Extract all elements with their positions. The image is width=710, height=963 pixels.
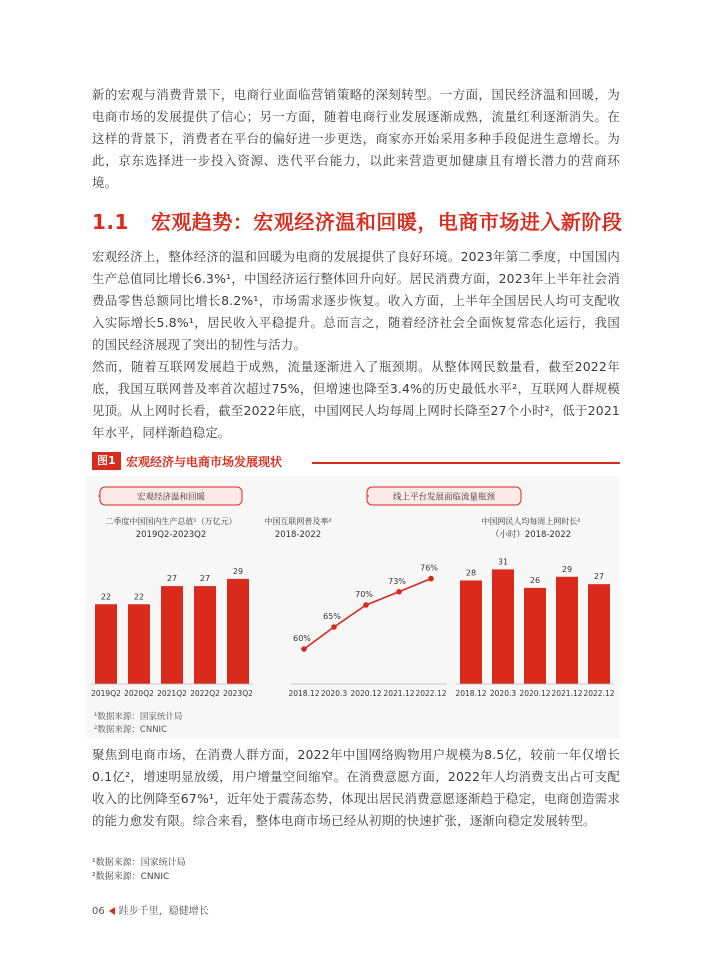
- chart-2-data-label: 76%: [420, 563, 438, 573]
- chart-1-data-label: 27: [199, 574, 211, 584]
- footnote-2: ²数据来源：CNNIC: [92, 872, 170, 882]
- chart-1-data-label: 22: [100, 592, 112, 602]
- traffic-paragraph: 然而，随着互联网发展趋于成熟，流量逐渐进入了瓶颈期。从整体网民数量看，截至2022年底，我国互联网普及率首次超过75%，但增速也降至3.4%的历史最低水平²，互联网人群规模见顶。从上网时长看，截至2022年底，中国网民人均每周上网时长降至27个小时²，低于2021年水平，同样渐趋稳定。: [92, 359, 620, 440]
- chart-2-point: [331, 624, 337, 630]
- figure-title: 宏观经济与电商市场发展现状: [126, 455, 283, 469]
- chart-3-data-label: 26: [529, 575, 541, 585]
- chart-1-title: 二季度中国国内生产总值¹（万亿元）: [105, 517, 237, 526]
- ecommerce-paragraph: 聚焦到电商市场，在消费人群方面，2022年中国网络购物用户规模为8.5亿，较前一年仅增长0.1亿²，增速明显放缓，用户增量空间缩窄。在消费意愿方面，2022年人均消费支出占可支配收入的比例降至67%¹，近年处于震荡态势，体现出居民消费意愿逐渐趋于稳定，电商创造需求的能力愈发有限。综合来看，整体电商市场已经从初期的快速扩张，逐渐向稳定发展转型。: [92, 747, 620, 828]
- chart-2-data-label: 65%: [323, 612, 341, 621]
- chart-1-bar: [128, 604, 150, 684]
- chart-2-data-label: 70%: [355, 590, 373, 599]
- chart-3-data-label: 31: [497, 557, 509, 567]
- chart-1-data-label: 22: [133, 592, 145, 602]
- chart-2-tick-label: 2018.12: [288, 689, 320, 698]
- chart-2-tick-label: 2020.12: [350, 689, 382, 698]
- chart-3-bar: [588, 584, 610, 684]
- chart-1-bar: [194, 586, 216, 684]
- figure-source-2: ²数据来源：CNNIC: [94, 725, 168, 735]
- chart-1-data-label: 29: [232, 566, 244, 576]
- chart-2-tick-label: 2020.3: [320, 689, 348, 698]
- chart-1-subtitle: 2019Q2-2023Q2: [135, 530, 207, 540]
- figure-source-1: ¹数据来源：国家统计局: [94, 712, 183, 722]
- chart-3-tick-label: 2018.12: [455, 689, 487, 698]
- chart-3-bar: [556, 577, 578, 684]
- chart-3-bar: [460, 580, 482, 684]
- footnotes: [92, 856, 186, 884]
- chart-3-data-label: 27: [593, 572, 605, 582]
- chart-1-data-label: 27: [166, 574, 178, 584]
- chart-1-bar: [227, 579, 249, 684]
- chart-1-bar: [95, 604, 117, 684]
- group-label-right-text: 线上平台发展面临流量瓶颈: [392, 492, 496, 503]
- figure-header: [92, 452, 620, 472]
- chart-2-subtitle: 2018-2022: [274, 530, 322, 540]
- chart-3-tick-label: 2021.12: [551, 689, 583, 698]
- chart-3-tick-label: 2020.3: [489, 689, 517, 698]
- group-label-left-text: 宏观经济温和回暖: [136, 492, 206, 503]
- section-title: 宏观趋势：宏观经济温和回暖，电商市场进入新阶段: [150, 210, 623, 234]
- figure-badge: 图1: [92, 452, 121, 470]
- chart-3-bar: [492, 569, 514, 684]
- footnote-1: ¹数据来源：国家统计局: [92, 858, 186, 868]
- page-number: 06: [92, 906, 105, 917]
- chart-1-tick-label: 2021Q2: [157, 689, 187, 698]
- chart-3-bar: [524, 588, 546, 684]
- chart-3-title: 中国网民人均每周上网时长²: [481, 517, 581, 526]
- intro-paragraph: 新的宏观与消费背景下，电商行业面临营销策略的深刻转型。一方面，国民经济温和回暖，为电商市场的发展提供了信心；另一方面，随着电商行业发展逐渐成熟，流量红利逐渐消失。在这样的背景下，消费者在平台的偏好进一步更迭，商家亦开始采用多种手段促进生意增长。为此，京东选择进一步投入资源、迭代平台能力，以此来营造更加健康且有增长潜力的营商环境。: [92, 87, 620, 190]
- figure-panel: [86, 476, 620, 738]
- chart-3-tick-label: 2022.12: [583, 689, 615, 698]
- figure-charts: [86, 476, 620, 738]
- chart-2-tick-label: 2022.12: [415, 689, 447, 698]
- chart-1-tick-label: 2020Q2: [124, 689, 154, 698]
- chart-2-data-label: 73%: [388, 576, 406, 586]
- chart-1-bar: [161, 586, 183, 684]
- chart-3-data-label: 28: [465, 568, 477, 578]
- chart-2-point: [396, 589, 402, 595]
- page-footer: [92, 902, 209, 917]
- chart-1-tick-label: 2022Q2: [190, 689, 220, 698]
- section-number: 1.1: [92, 210, 129, 234]
- chart-2-point: [363, 602, 369, 608]
- chart-2-point: [428, 576, 434, 582]
- section-heading: [92, 206, 622, 235]
- chart-2-point: [301, 646, 307, 652]
- chart-1-tick-label: 2023Q2: [223, 689, 253, 698]
- chart-2-title: 中国互联网普及率²: [264, 517, 332, 526]
- footer-arrow-icon: [109, 907, 115, 915]
- figure-rule: [312, 462, 620, 464]
- footer-text: 跬步千里，稳健增长: [118, 906, 209, 917]
- chart-3-data-label: 29: [561, 564, 573, 574]
- chart-2-data-label: 60%: [293, 634, 311, 643]
- chart-1-tick-label: 2019Q2: [91, 689, 121, 698]
- chart-3-subtitle: （小时）2018-2022: [490, 530, 572, 540]
- macro-paragraph: 宏观经济上，整体经济的温和回暖为电商的发展提供了良好环境。2023年第二季度，中国国内生产总值同比增长6.3%¹，中国经济运行整体回升向好。居民消费方面，2023年上半年社会消费品零售总额同比增长8.2%¹，市场需求逐步恢复。收入方面，上半年全国居民人均可支配收入实际增长5.8%¹，居民收入平稳提升。总而言之，随着经济社会全面恢复常态化运行，我国的国民经济展现了突出的韧性与活力。: [92, 249, 620, 352]
- chart-2-tick-label: 2021.12: [383, 689, 415, 698]
- chart-3-tick-label: 2020.12: [519, 689, 551, 698]
